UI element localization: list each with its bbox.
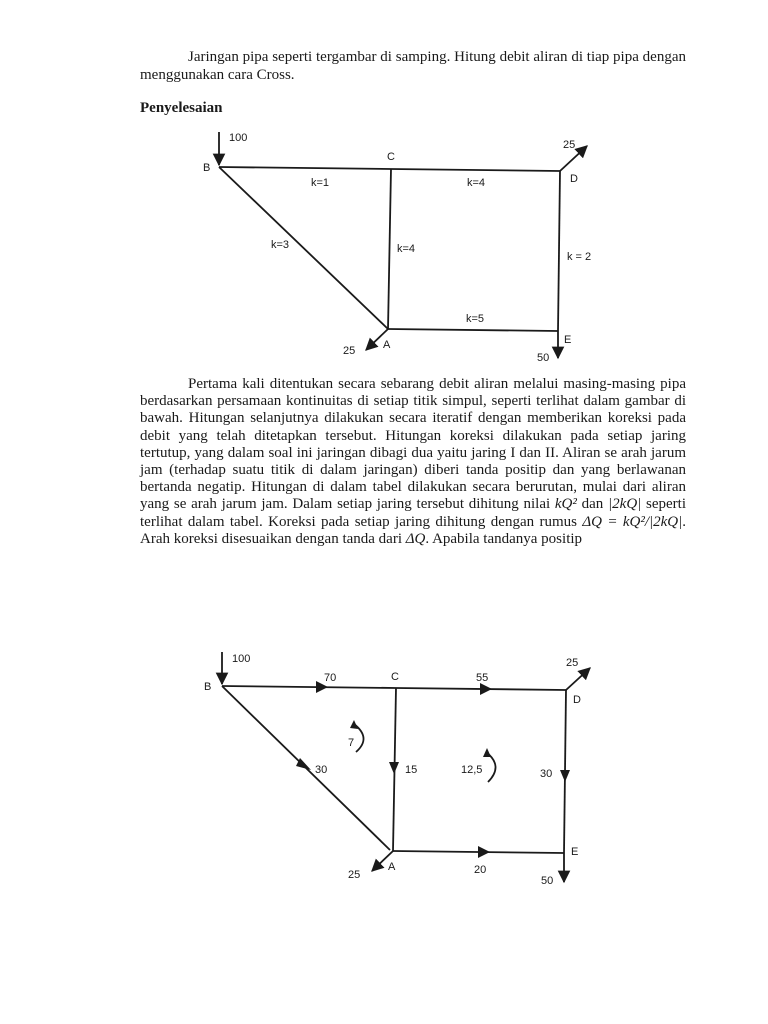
pipe-ca-flow-label: 15 [405, 764, 418, 776]
pipe-ba-flow-label: 30 [315, 764, 328, 776]
pipe-ae-flow-label: 20 [474, 864, 487, 876]
flow-arrow-ae [478, 846, 490, 858]
outflow-d-arrow [566, 668, 590, 690]
section-heading: Penyelesaian [140, 100, 223, 116]
loop-i-label: 7 [348, 737, 355, 749]
flow-arrow-cd [480, 683, 492, 695]
correction-formula: ΔQ = kQ²/|2kQ| [582, 513, 683, 530]
outflow-d-label: 25 [566, 657, 579, 669]
pipe-cd-flow-label: 55 [476, 672, 489, 684]
problem-statement: Jaringan pipa seperti tergambar di samping. Hitung debit aliran di tiap pipa dengan menggunakan cara Cross. [140, 49, 686, 84]
pipe-de-k-label: k = 2 [567, 251, 592, 263]
loop-i-arrowhead [350, 720, 358, 729]
outflow-e-label: 50 [537, 352, 550, 364]
node-e-label: E [571, 846, 579, 858]
loop-ii-arrowhead [483, 748, 491, 757]
pipe-ba-k-label: k=3 [271, 239, 290, 251]
node-a-label: A [388, 861, 396, 873]
node-d-label: D [570, 173, 578, 185]
node-d-label: D [573, 694, 581, 706]
loop-ii-label: 12,5 [461, 764, 483, 776]
pipe-ca-k-label: k=4 [397, 243, 416, 255]
outflow-d-label: 25 [563, 139, 576, 151]
pipe-bc-k-label: k=1 [311, 177, 330, 189]
node-a-label: A [383, 339, 391, 351]
flow-arrow-ca [389, 762, 399, 774]
inflow-b-label: 100 [232, 653, 251, 665]
node-c-label: C [387, 151, 395, 163]
delta-q-term: ΔQ [405, 530, 426, 547]
pipe-bc [222, 686, 396, 688]
node-b-label: B [203, 162, 211, 174]
solution-explanation: Pertama kali ditentukan secara sebarang debit aliran melalui masing-masing pipa berdasarkan persamaan kontinuitas di setiap titik simpul, seperti terlihat dalam gambar di bawah. Hitungan selanjutnya dilakukan secara iteratif dengan memberikan koreksi pada debit yang telah ditetapkan tersebut. Hitungan koreksi dilakukan pada setiap jaring tertutup, yang dalam soal ini jaringan dibagi dua yaitu jaring I dan II. Aliran se arah jarum jam (terhadap suatu titik di dalam jaringan) diberi tanda positip dan yang berlawanan bertanda negatip. Hitungan di dalam tabel dilakukan secara berurutan, mulai dari aliran yang se arah jarum jam. Dalam setiap jaring tersebut dihitung nilai kQ² dan |2kQ| seperti terlihat dalam tabel. Koreksi pada setiap jaring dihitung dengan rumus ΔQ = kQ²/|2kQ|. Arah koreksi disesuaikan dengan tanda dari ΔQ. Apabila tandanya positip [140, 376, 686, 547]
node-c-label: C [391, 671, 399, 683]
inflow-b-label: 100 [229, 132, 248, 144]
pipe-ae-k-label: k=5 [466, 313, 485, 325]
outflow-a-label: 25 [348, 869, 361, 881]
pipe-bc-flow-label: 70 [324, 672, 337, 684]
abs-2kq-term: |2kQ| [608, 496, 642, 513]
kq2-term: kQ² [554, 496, 577, 513]
pipe-de-flow-label: 30 [540, 768, 553, 780]
node-b-label: B [204, 681, 212, 693]
outflow-e-label: 50 [541, 875, 554, 887]
node-e-label: E [564, 334, 572, 346]
outflow-a-label: 25 [343, 345, 356, 357]
pipe-cd-k-label: k=4 [467, 177, 486, 189]
flow-arrow-de [560, 770, 570, 782]
